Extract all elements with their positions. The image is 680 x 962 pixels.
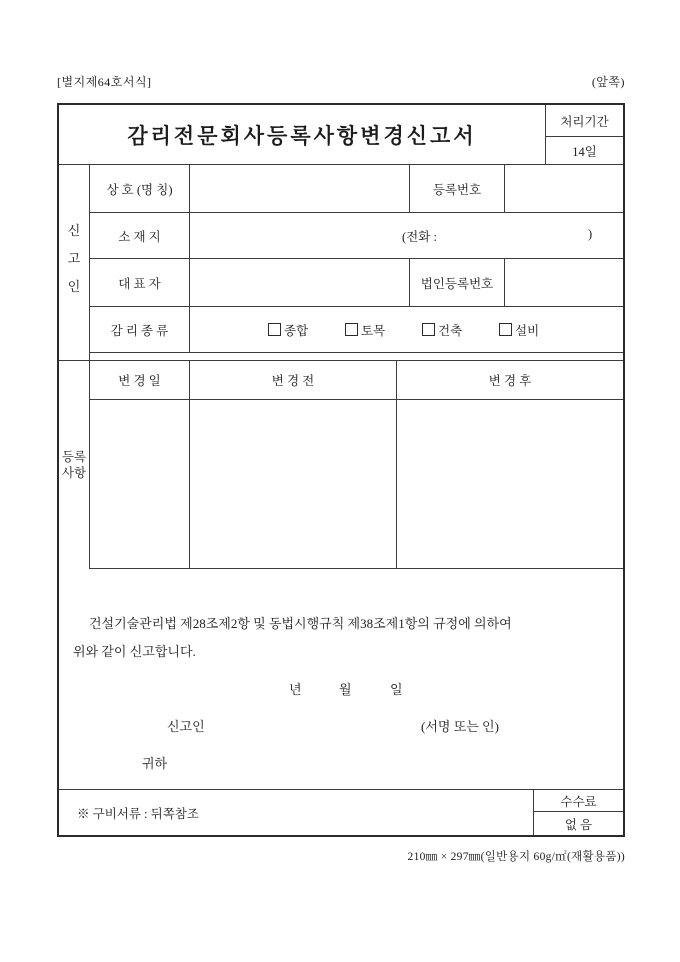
checkbox-icon[interactable] <box>345 323 358 336</box>
declaration-block <box>59 569 623 790</box>
registration-number-field[interactable] <box>505 165 623 213</box>
declaration-line2: 위와 같이 신고합니다. <box>73 644 196 659</box>
applicant-label-char: 인 <box>67 279 81 294</box>
registration-label-line: 등록 <box>61 450 87 464</box>
address-field[interactable] <box>190 213 623 259</box>
corporate-regno-label: 법인등록번호 <box>410 259 505 307</box>
applicant-label-char: 신 <box>67 223 81 238</box>
checkbox-option-general[interactable] <box>268 321 308 339</box>
checkbox-icon[interactable] <box>422 323 435 336</box>
ceo-label: 대 표 자 <box>90 259 190 307</box>
applicant-section-label <box>59 165 90 353</box>
signature-note: (서명 또는 인) <box>421 719 499 734</box>
applicant-label-char: 고 <box>67 251 81 266</box>
page-side-note: (앞쪽) <box>591 75 625 89</box>
required-documents-note: ※ 구비서류 : 뒤쪽참조 <box>59 790 534 835</box>
ceo-field[interactable] <box>190 259 410 307</box>
column-header-before-change: 변 경 전 <box>190 360 397 400</box>
recipient-label: 귀하 <box>142 756 168 771</box>
registration-number-label: 등록번호 <box>410 165 505 213</box>
supervision-type-field <box>190 307 623 353</box>
phone-label: (전화 : <box>402 230 437 244</box>
company-name-field[interactable] <box>190 165 410 213</box>
change-date-field[interactable] <box>90 400 190 569</box>
company-name-label: 상 호 (명 칭) <box>90 165 190 213</box>
fee-label: 수수료 <box>534 790 623 812</box>
checkbox-option-civil[interactable] <box>345 321 385 339</box>
date-year-label: 년 <box>289 682 302 697</box>
declarant-label: 신고인 <box>167 719 205 734</box>
date-day-label: 일 <box>390 682 403 697</box>
checkbox-option-architecture[interactable] <box>422 321 462 339</box>
fee-value: 없 음 <box>564 817 593 832</box>
checkbox-icon[interactable] <box>499 323 512 336</box>
registration-label-line: 사항 <box>61 466 87 480</box>
checkbox-label: 종합 <box>284 323 309 338</box>
form-title: 감리전문회사등록사항변경신고서 <box>59 105 546 165</box>
column-header-change-date: 변 경 일 <box>90 360 190 400</box>
section-divider <box>59 353 90 360</box>
address-label: 소 재 지 <box>90 213 190 259</box>
declaration-line1: 건설기술관리법 제28조제2항 및 동법시행규칙 제38조제1항의 규정에 의하여 <box>89 616 512 631</box>
corporate-regno-field[interactable] <box>505 259 623 307</box>
checkbox-option-facility[interactable] <box>499 321 539 339</box>
checkbox-label: 토목 <box>361 323 386 338</box>
checkbox-label: 건축 <box>438 323 463 338</box>
processing-time-value: 14일 <box>546 137 623 165</box>
form-code-note: [별지제64호서식] <box>57 75 152 89</box>
registration-section-label <box>59 360 90 569</box>
column-header-after-change: 변 경 후 <box>397 360 623 400</box>
after-change-field[interactable] <box>397 400 623 569</box>
checkbox-label: 설비 <box>515 323 540 338</box>
processing-time-label: 처리기간 <box>546 105 623 137</box>
supervision-type-label: 감 리 종 류 <box>90 307 190 353</box>
checkbox-icon[interactable] <box>268 323 281 336</box>
phone-close-paren: ) <box>588 227 593 241</box>
date-month-label: 월 <box>339 682 352 697</box>
before-change-field[interactable] <box>190 400 397 569</box>
form-table <box>57 103 625 837</box>
paper-spec-note: 210㎜ × 297㎜(일반용지 60g/㎡(재활용품)) <box>407 851 625 863</box>
